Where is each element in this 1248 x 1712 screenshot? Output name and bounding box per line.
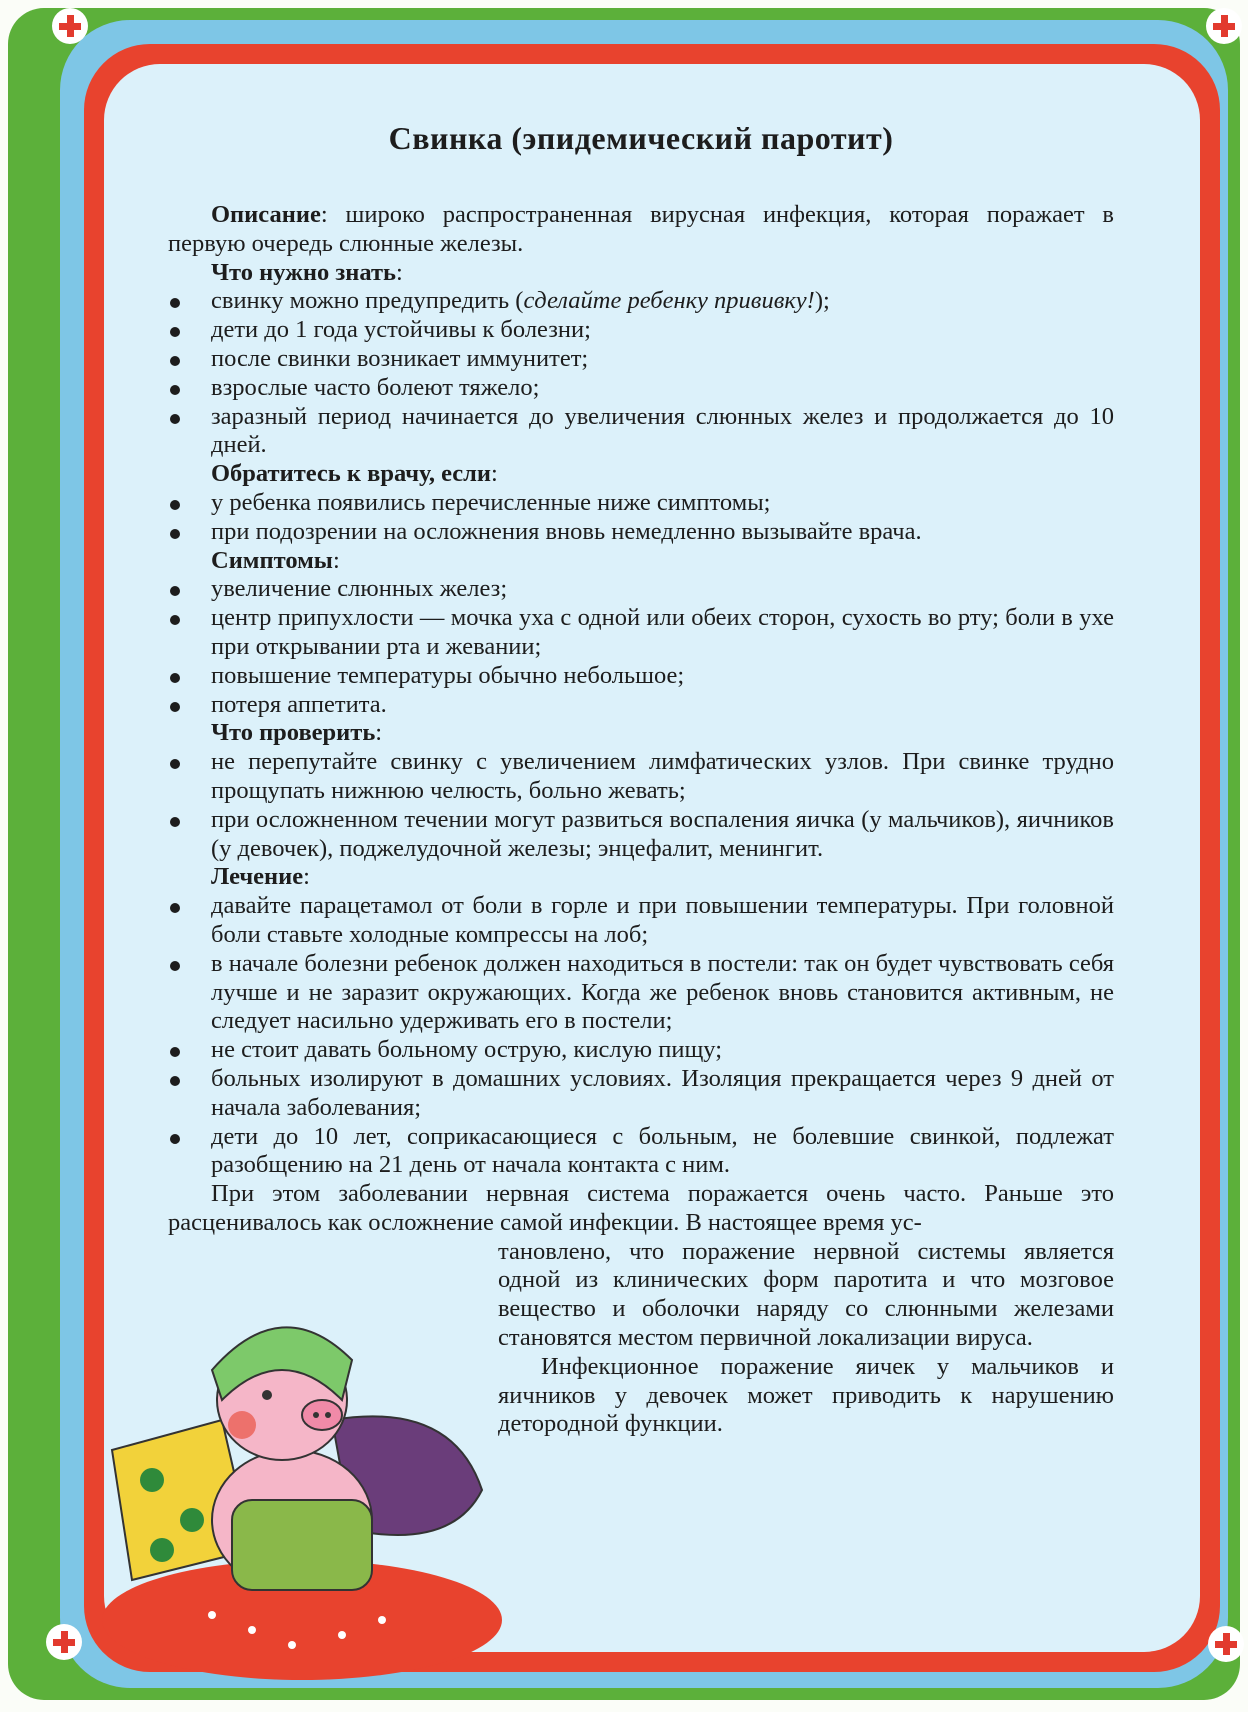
list-item: при осложненном течении могут развиться воспаления яичка (у мальчиков), яичников (у девочек), поджелудочной железы; энцефалит, менингит. — [168, 806, 1114, 864]
wrapped-text-block — [498, 1238, 1114, 1440]
list-item: свинку можно предупредить (сделайте ребенку прививку!); — [168, 287, 1114, 316]
closing-paragraph: При этом заболевании нервная система поражается очень часто. Раньше это расценивалось как осложнение самой инфекции. В настоящее время ус- — [168, 1180, 1114, 1236]
list-item: после свинки возникает иммунитет; — [168, 345, 1114, 374]
list-item: повышение температуры обычно небольшое; — [168, 662, 1114, 691]
list-item: взрослые часто болеют тяжело; — [168, 374, 1114, 403]
bullet-list — [168, 748, 1114, 863]
red-cross-icon — [1206, 8, 1242, 44]
bullet-list — [168, 575, 1114, 719]
list-item: у ребенка появились перечисленные ниже симптомы; — [168, 489, 1114, 518]
section-heading: Симптомы: — [211, 546, 340, 574]
closing-paragraph-continued: тановлено, что поражение нервной системы является одной из клинических форм паротита и что мозговое вещество и оболочки наряду со слюнными железами становятся местом первичной локализации вируса. — [498, 1237, 1114, 1352]
list-item: потеря аппетита. — [168, 691, 1114, 720]
list-item: не стоит давать больному острую, кислую пищу; — [168, 1036, 1114, 1065]
list-item: дети до 10 лет, соприкасающиеся с больным, не болевшие свинкой, подлежат разобщению на 21 день от начала контакта с ним. — [168, 1123, 1114, 1181]
section-heading: Лечение: — [211, 863, 310, 891]
bullet-list — [168, 287, 1114, 460]
list-item: не перепутайте свинку с увеличением лимфатических узлов. При свинке трудно прощупать нижнюю челюсть, больно жевать; — [168, 748, 1114, 806]
article — [168, 120, 1114, 1439]
section-heading: Что нужно знать: — [211, 258, 403, 286]
list-item: давайте парацетамол от боли в горле и при повышении температуры. При головной боли ставьте холодные компрессы на лоб; — [168, 892, 1114, 950]
section-heading: Что проверить: — [211, 719, 383, 747]
red-cross-icon — [1208, 1626, 1244, 1662]
list-item: дети до 1 года устойчивы к болезни; — [168, 316, 1114, 345]
red-cross-icon — [52, 8, 88, 44]
final-paragraph: Инфекционное поражение яичек у мальчиков и яичников у девочек может приводить к нарушению детородной функции. — [498, 1352, 1114, 1438]
list-item: при подозрении на осложнения вновь немедленно вызывайте врача. — [168, 518, 1114, 547]
list-item: в начале болезни ребенок должен находиться в постели: так он будет чувствовать себя лучше и не заразит окружающих. Когда же ребенок вновь становится активным, не следует насильно удерживать его в постели; — [168, 950, 1114, 1036]
intro-label: Описание — [211, 201, 321, 228]
section-heading: Обратитесь к врачу, если: — [211, 460, 498, 488]
intro-text: : широко распространенная вирусная инфекция, которая поражает в первую очередь слюнные железы. — [168, 201, 1114, 257]
list-item: заразный период начинается до увеличения слюнных желез и продолжается до 10 дней. — [168, 403, 1114, 461]
bullet-list — [168, 489, 1114, 547]
bullet-list — [168, 892, 1114, 1180]
intro-paragraph — [168, 201, 1114, 259]
page-title: Свинка (эпидемический паротит) — [388, 120, 894, 156]
list-item: больных изолируют в домашних условиях. Изоляция прекращается через 9 дней от начала заболевания; — [168, 1065, 1114, 1123]
sick-pig-illustration — [52, 1250, 552, 1690]
list-item: увеличение слюнных желез; — [168, 575, 1114, 604]
list-item: центр припухлости — мочка уха с одной или обеих сторон, сухость во рту; боли в ухе при открывании рта и жевании; — [168, 604, 1114, 662]
